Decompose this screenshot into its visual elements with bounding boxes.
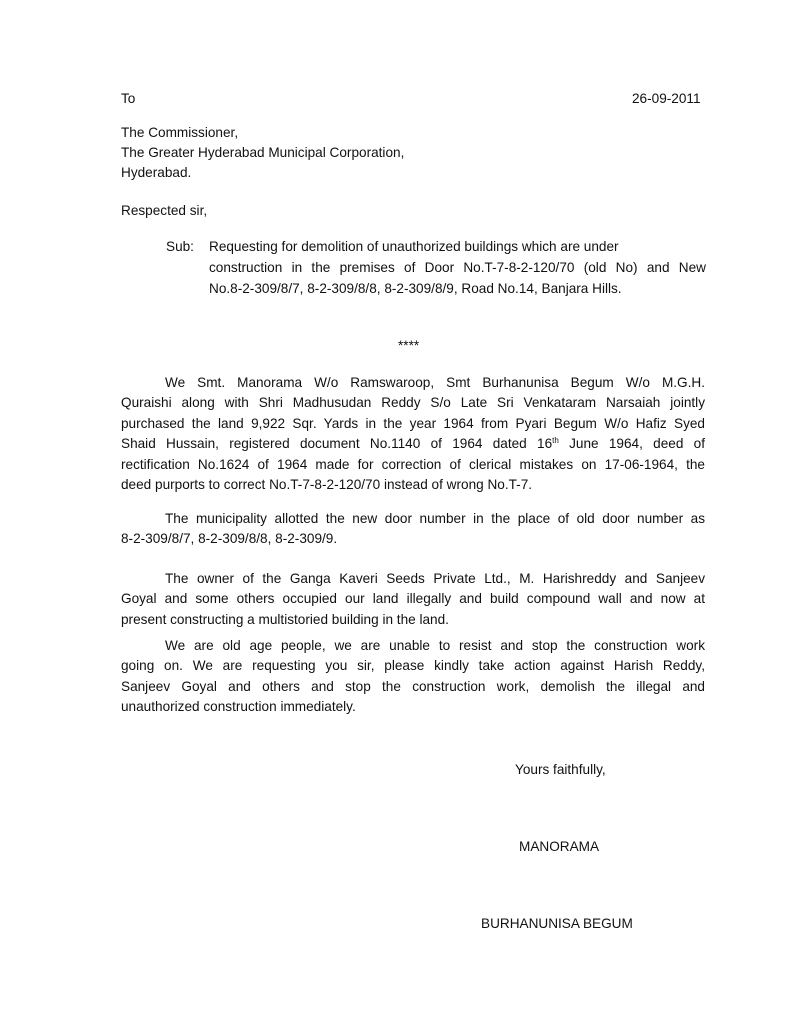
paragraph-3	[121, 569, 705, 630]
subject-label: Sub:	[166, 239, 194, 254]
p1-line-6: deed purports to correct No.T-7-8-2-120/70 instead of wrong No.T-7.	[121, 476, 533, 492]
p3-line-2: Goyal and some others occupied our land illegally and build compound wall and now at	[121, 591, 705, 607]
signatory-2: BURHANUNISA BEGUM	[481, 916, 633, 931]
signatory-1: MANORAMA	[519, 839, 600, 854]
subject-line-1: Requesting for demolition of unauthorized buildings which are under	[209, 239, 619, 254]
p4-line-1: We are old age people, we are unable to resist and stop the construction work	[165, 638, 705, 653]
salutation: Respected sir,	[121, 203, 208, 218]
address-line-1: The Commissioner,	[121, 125, 239, 140]
address-line-2: The Greater Hyderabad Municipal Corporation,	[121, 145, 405, 160]
p1-line-3: purchased the land 9,922 Sqr. Yards in the year 1964 from Pyari Begum W/o Hafiz Syed	[121, 415, 705, 431]
to-label: To	[121, 91, 136, 106]
paragraph-1	[121, 373, 705, 495]
paragraph-4	[121, 636, 705, 718]
p4-line-3: Sanjeev Goyal and others and stop the construction work, demolish the illegal and	[121, 678, 705, 694]
p4-line-2: going on. We are requesting you sir, please kindly take action against Harish Reddy,	[121, 658, 705, 674]
p2-line-1: The municipality allotted the new door number in the place of old door number as	[165, 511, 705, 526]
ordinal-suffix: th	[552, 436, 559, 446]
closing: Yours faithfully,	[515, 762, 606, 777]
p3-line-3: present constructing a multistoried building in the land.	[121, 611, 449, 627]
p2-line-2: 8-2-309/8/7, 8-2-309/8/8, 8-2-309/9.	[121, 531, 338, 547]
subject-line-2: construction in the premises of Door No.T-7-8-2-120/70 (old No) and New	[209, 260, 706, 275]
p4-line-4: unauthorized construction immediately.	[121, 699, 356, 715]
paragraph-2	[121, 509, 705, 550]
letter-date: 26-09-2011	[632, 91, 701, 106]
p1-line-4: Shaid Hussain, registered document No.1140 of 1964 dated 16th June 1964, deed of	[121, 436, 705, 452]
p1-line-1: We Smt. Manorama W/o Ramswaroop, Smt Burhanunisa Begum W/o M.G.H.	[165, 375, 705, 390]
p3-line-1: The owner of the Ganga Kaveri Seeds Private Ltd., M. Harishreddy and Sanjeev	[165, 571, 705, 586]
address-line-3: Hyderabad.	[121, 165, 192, 180]
p1-line-5: rectification No.1624 of 1964 made for correction of clerical mistakes on 17-06-1964, the	[121, 456, 705, 472]
separator: ****	[398, 338, 420, 353]
subject-text	[209, 236, 706, 299]
p1-line-2: Quraishi along with Shri Madhusudan Reddy S/o Late Sri Venkataram Narsaiah jointly	[121, 395, 705, 411]
subject-line-3: No.8-2-309/8/7, 8-2-309/8/8, 8-2-309/8/9, Road No.14, Banjara Hills.	[209, 281, 622, 296]
